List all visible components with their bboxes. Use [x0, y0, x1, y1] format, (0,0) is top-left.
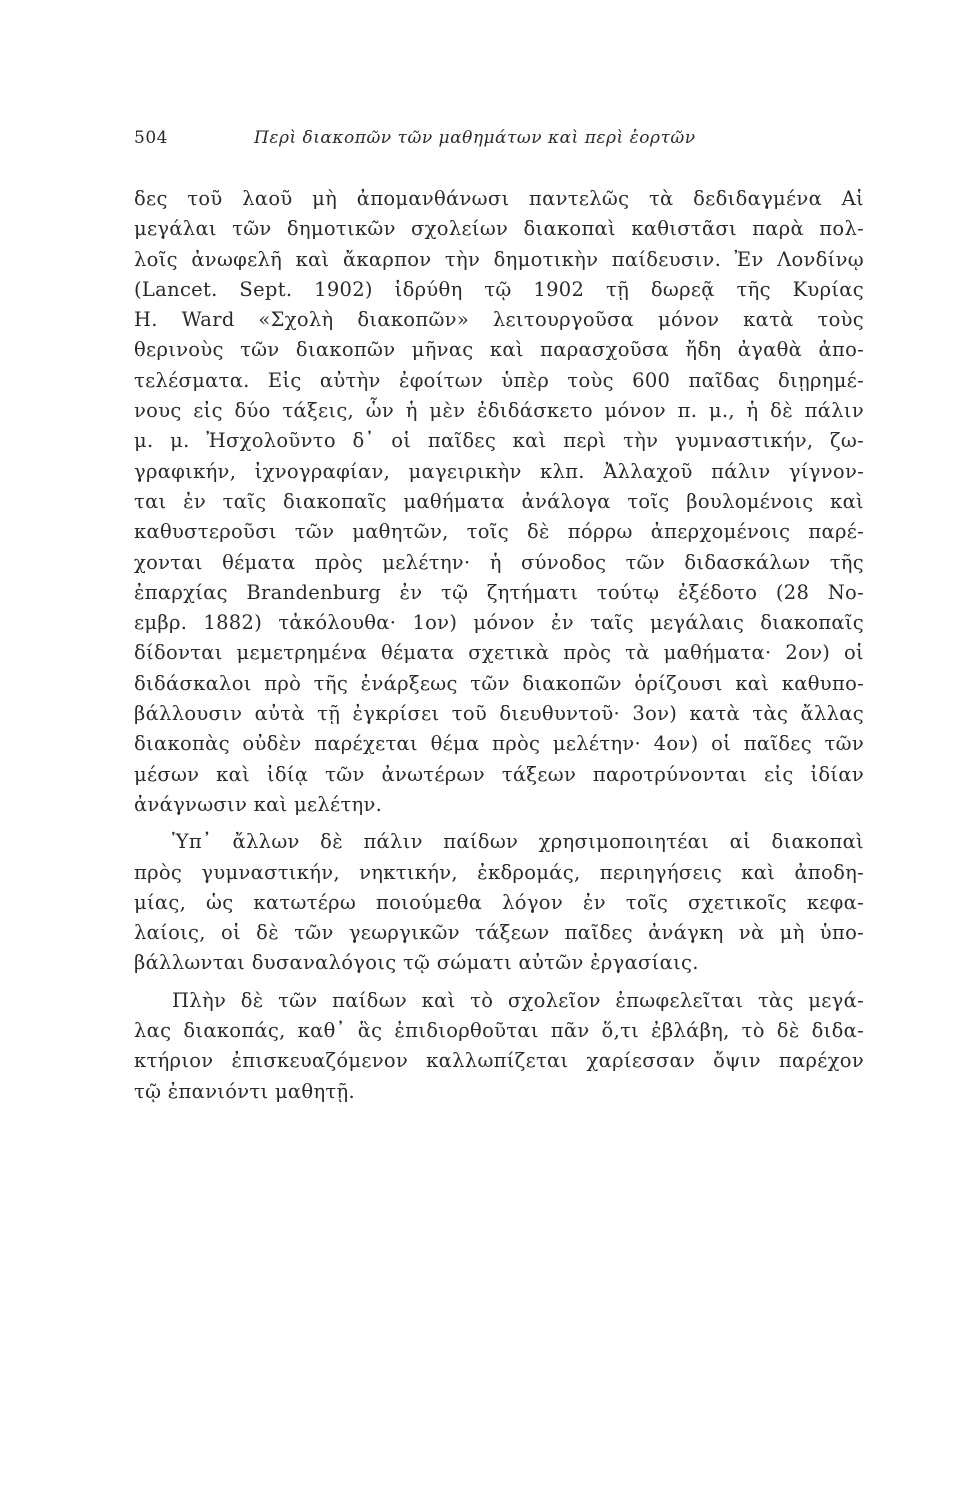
text-line: H. Ward «Σχολὴ διακοπῶν» λειτουργοῦσα μόνον κατὰ τοὺς — [134, 308, 864, 332]
text-line: μέσων καὶ ἰδίᾳ τῶν ἀνωτέρων τάξεων παροτρύνονται εἰς ἰδίαν — [134, 762, 864, 786]
text-line: τελέσματα. Εἰς αὐτὴν ἐφοίτων ὑπὲρ τοὺς 600 παῖδας διῃρημέ- — [134, 368, 864, 392]
body-text — [134, 184, 864, 1107]
text-line: βάλλωνται δυσαναλόγοις τῷ σώματι αὐτῶν ἐργασίαις. — [134, 951, 699, 975]
text-line: ἀνάγνωσιν καὶ μελέτην. — [134, 792, 383, 816]
text-line: λοῖς ἀνωφελῆ καὶ ἄκαρπον τὴν δημοτικὴν παίδευσιν. Ἐν Λονδίνῳ — [134, 247, 864, 271]
text-line: τῷ ἐπανιόντι μαθητῇ. — [134, 1079, 355, 1103]
text-line: θερινοὺς τῶν διακοπῶν μῆνας καὶ παρασχοῦσα ἤδη ἀγαθὰ ἀπο- — [134, 338, 864, 362]
text-line: πρὸς γυμναστικήν, νηκτικήν, ἐκδρομάς, περιηγήσεις καὶ ἀποδη- — [134, 860, 864, 884]
paragraph — [134, 827, 864, 978]
page-number: 504 — [134, 128, 168, 148]
text-line: λαίοις, οἱ δὲ τῶν γεωργικῶν τάξεων παῖδες ἀνάγκη νὰ μὴ ὑπο- — [134, 921, 864, 945]
page-header — [134, 128, 854, 158]
text-line: βάλλουσιν αὐτὰ τῇ ἐγκρίσει τοῦ διευθυντοῦ· 3ον) κατὰ τὰς ἄλλας — [134, 702, 864, 726]
running-title: Περὶ διακοπῶν τῶν μαθημάτων καὶ περὶ ἑορτῶν — [254, 128, 696, 148]
text-line: μίας, ὡς κατωτέρω ποιούμεθα λόγον ἐν τοῖς σχετικοῖς κεφα- — [134, 890, 864, 914]
text-line: χονται θέματα πρὸς μελέτην· ἡ σύνοδος τῶν διδασκάλων τῆς — [134, 550, 864, 574]
text-line: (Lancet. Sept. 1902) ἱδρύθη τῷ 1902 τῇ δωρεᾷ τῆς Κυρίας — [134, 277, 864, 301]
text-line: διδάσκαλοι πρὸ τῆς ἐνάρξεως τῶν διακοπῶν ὁρίζουσι καὶ καθυπο- — [134, 671, 864, 695]
paragraph — [134, 184, 864, 820]
text-line: γραφικήν, ἰχνογραφίαν, μαγειρικὴν κλπ. Ἀλλαχοῦ πάλιν γίγνον- — [134, 459, 864, 483]
text-line: ται ἐν ταῖς διακοπαῖς μαθήματα ἀνάλογα τοῖς βουλομένοις καὶ — [134, 489, 864, 513]
text-line: διακοπὰς οὐδὲν παρέχεται θέμα πρὸς μελέτην· 4ον) οἱ παῖδες τῶν — [134, 732, 864, 756]
text-line: κτήριον ἐπισκευαζόμενον καλλωπίζεται χαρίεσσαν ὄψιν παρέχον — [134, 1049, 864, 1073]
paragraph — [134, 986, 864, 1107]
text-line: μ. μ. Ἠσχολοῦντο δ᾽ οἱ παῖδες καὶ περὶ τὴν γυμναστικήν, ζω- — [134, 429, 864, 453]
text-line: δίδονται μεμετρημένα θέματα σχετικὰ πρὸς τὰ μαθήματα· 2ον) οἱ — [134, 641, 864, 665]
text-line: ἐπαρχίας Brandenburg ἐν τῷ ζητήματι τούτῳ ἐξέδοτο (28 No- — [134, 580, 864, 604]
text-line: Πλὴν δὲ τῶν παίδων καὶ τὸ σχολεῖον ἐπωφελεῖται τὰς μεγά- — [172, 988, 864, 1012]
text-line: δες τοῦ λαοῦ μὴ ἀπομανθάνωσι παντελῶς τὰ δεδιδαγμένα Αἱ — [134, 187, 864, 210]
text-line: Ὑπ᾽ ἄλλων δὲ πάλιν παίδων χρησιμοποιητέαι αἱ διακοπαὶ — [172, 830, 864, 854]
text-line: καθυστεροῦσι τῶν μαθητῶν, τοῖς δὲ πόρρω ἀπερχομένοις παρέ- — [134, 520, 864, 544]
text-line: μεγάλαι τῶν δημοτικῶν σχολείων διακοπαὶ καθιστᾶσι παρὰ πολ- — [134, 217, 864, 241]
text-line: λας διακοπάς, καθ᾽ ἃς ἐπιδιορθοῦται πᾶν ὅ,τι ἐβλάβη, τὸ δὲ διδα- — [134, 1019, 864, 1043]
text-line: εμβρ. 1882) τἀκόλουθα· 1ον) μόνον ἐν ταῖς μεγάλαις διακοπαῖς — [134, 611, 864, 635]
text-line: νους εἰς δύο τάξεις, ὧν ἡ μὲν ἐδιδάσκετο μόνον π. μ., ἡ δὲ πάλιν — [134, 399, 864, 423]
